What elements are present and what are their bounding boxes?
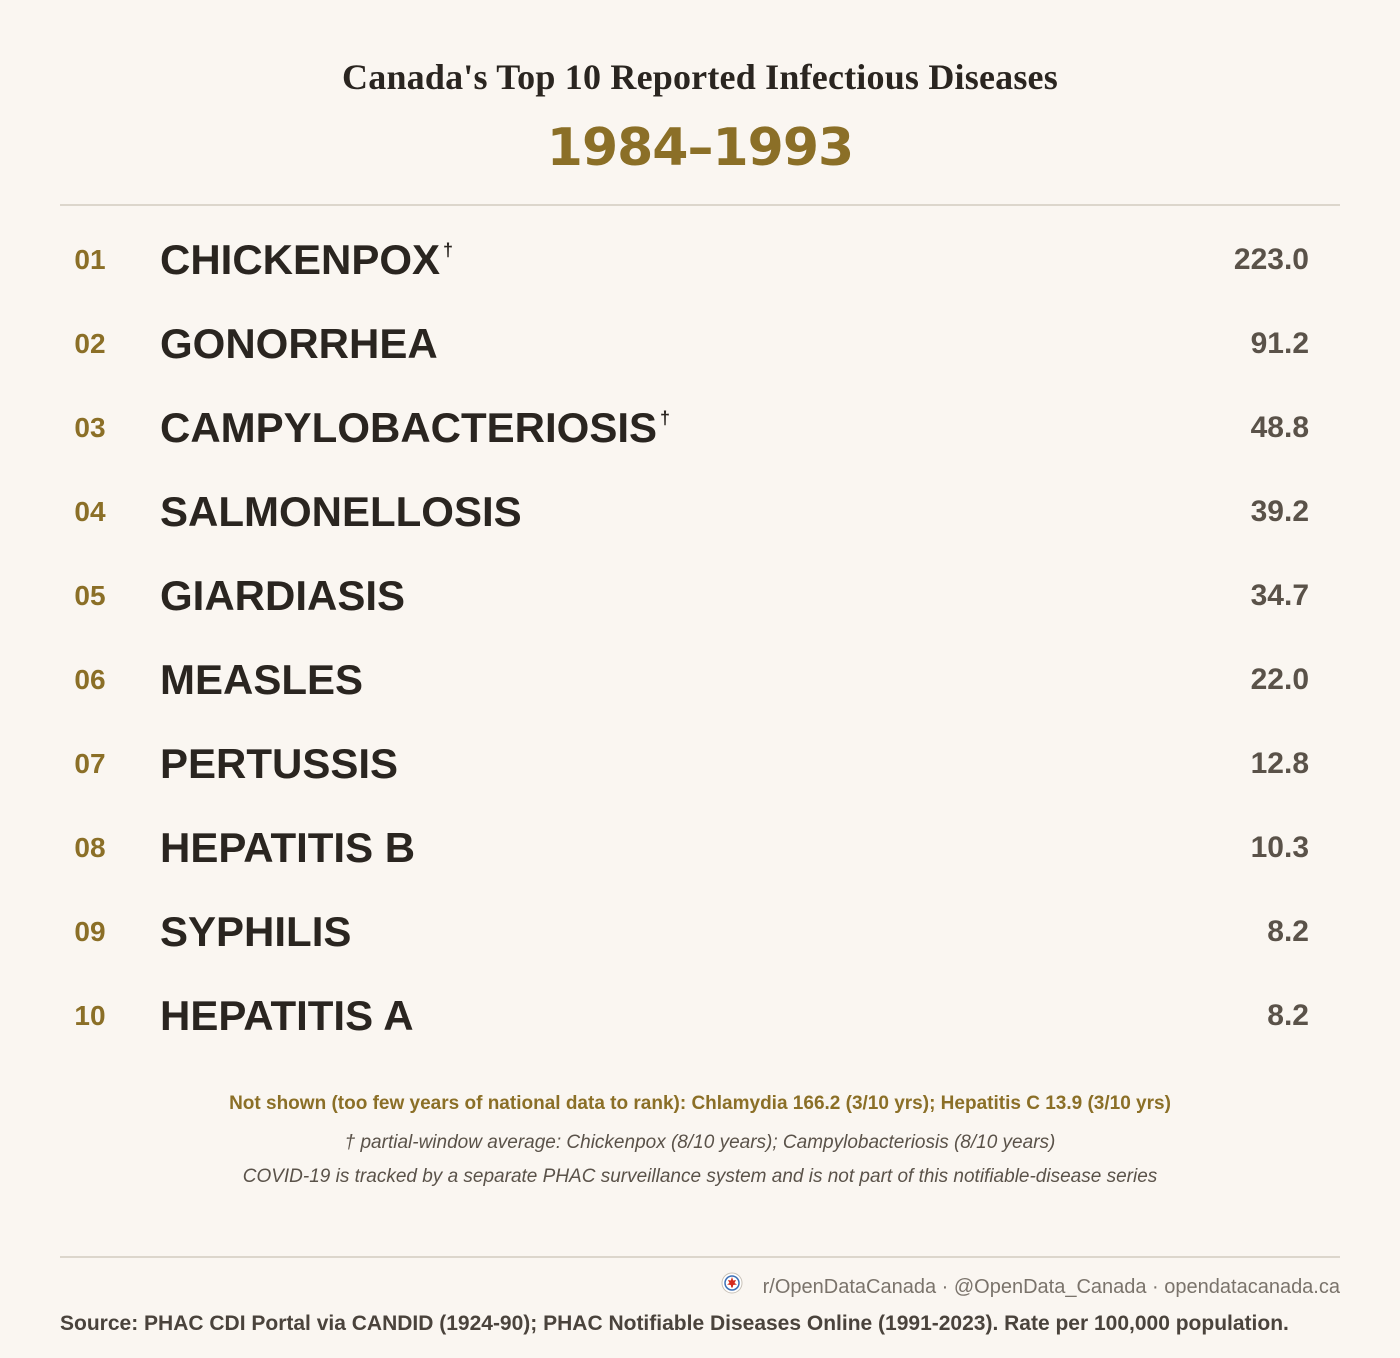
table-row <box>0 302 1400 386</box>
rank-number: 05 <box>74 580 106 611</box>
partial-window-dagger: † <box>660 408 671 428</box>
rate-value: 91.2 <box>1250 327 1309 360</box>
table-row <box>0 386 1400 470</box>
bottom-divider <box>60 1256 1340 1258</box>
disease-name <box>160 488 522 536</box>
partial-window-note: † partial-window average: Chickenpox (8/10 years); Campylobacteriosis (8/10 years) <box>344 1132 1056 1153</box>
disease-name <box>160 740 398 788</box>
disease-name <box>160 236 453 284</box>
disease-name <box>160 908 351 956</box>
table-row <box>0 218 1400 302</box>
chart-title: Canada's Top 10 Reported Infectious Diseases <box>342 57 1058 97</box>
disease-name-text: MEASLES <box>160 656 364 703</box>
rank-number: 01 <box>74 244 106 275</box>
covid-note: COVID-19 is tracked by a separate PHAC surveillance system and is not part of this notifiable-disease series <box>242 1166 1158 1187</box>
disease-name <box>160 992 414 1040</box>
rank-number: 09 <box>74 916 106 947</box>
table-row <box>0 554 1400 638</box>
rate-value: 34.7 <box>1250 579 1309 612</box>
not-shown-note: Not shown (too few years of national data to rank): Chlamydia 166.2 (3/10 yrs); Hepatitis C 13.9 (3/10 yrs) <box>229 1093 1171 1114</box>
rank-number: 02 <box>74 328 106 359</box>
rank-number: 10 <box>74 1000 106 1031</box>
disease-name-text: GONORRHEA <box>160 320 438 367</box>
table-row <box>0 638 1400 722</box>
rank-number: 06 <box>74 664 106 695</box>
disease-name-text: HEPATITIS B <box>160 824 416 871</box>
rate-value: 39.2 <box>1250 495 1309 528</box>
rate-value: 8.2 <box>1267 915 1309 948</box>
rate-value: 10.3 <box>1250 831 1309 864</box>
disease-name-text: PERTUSSIS <box>160 740 399 787</box>
partial-window-dagger: † <box>443 240 454 260</box>
disease-name-text: GIARDIASIS <box>160 572 406 619</box>
credits-text: r/OpenDataCanada · @OpenData_Canada · opendatacanada.ca <box>762 1276 1340 1298</box>
disease-name <box>160 320 438 368</box>
disease-name-text: CHICKENPOX <box>160 236 441 283</box>
disease-name <box>160 404 670 452</box>
rate-value: 22.0 <box>1250 663 1309 696</box>
rank-number: 03 <box>74 412 106 443</box>
table-row <box>0 974 1400 1058</box>
rate-value: 8.2 <box>1267 999 1309 1032</box>
chart-period: 1984–1993 <box>546 118 854 178</box>
rate-value: 48.8 <box>1250 411 1309 444</box>
rank-number: 04 <box>74 496 106 527</box>
table-row <box>0 722 1400 806</box>
disease-name <box>160 824 415 872</box>
disease-name-text: SALMONELLOSIS <box>160 488 522 535</box>
rate-value: 223.0 <box>1233 243 1309 276</box>
rank-number: 08 <box>74 832 106 863</box>
top-divider <box>60 204 1340 206</box>
table-row <box>0 806 1400 890</box>
open-data-canada-logo-icon <box>721 1272 743 1294</box>
disease-name-text: HEPATITIS A <box>160 992 414 1039</box>
disease-name <box>160 572 405 620</box>
disease-name <box>160 656 363 704</box>
table-row <box>0 470 1400 554</box>
rank-number: 07 <box>74 748 106 779</box>
rate-value: 12.8 <box>1250 747 1309 780</box>
disease-name-text: CAMPYLOBACTERIOSIS <box>160 404 658 451</box>
credits-line <box>721 1276 1340 1299</box>
source-text: Source: PHAC CDI Portal via CANDID (1924-90); PHAC Notifiable Diseases Online (1991-2023). Rate per 100,000 population. <box>60 1312 1289 1335</box>
table-row <box>0 890 1400 974</box>
disease-name-text: SYPHILIS <box>160 908 352 955</box>
